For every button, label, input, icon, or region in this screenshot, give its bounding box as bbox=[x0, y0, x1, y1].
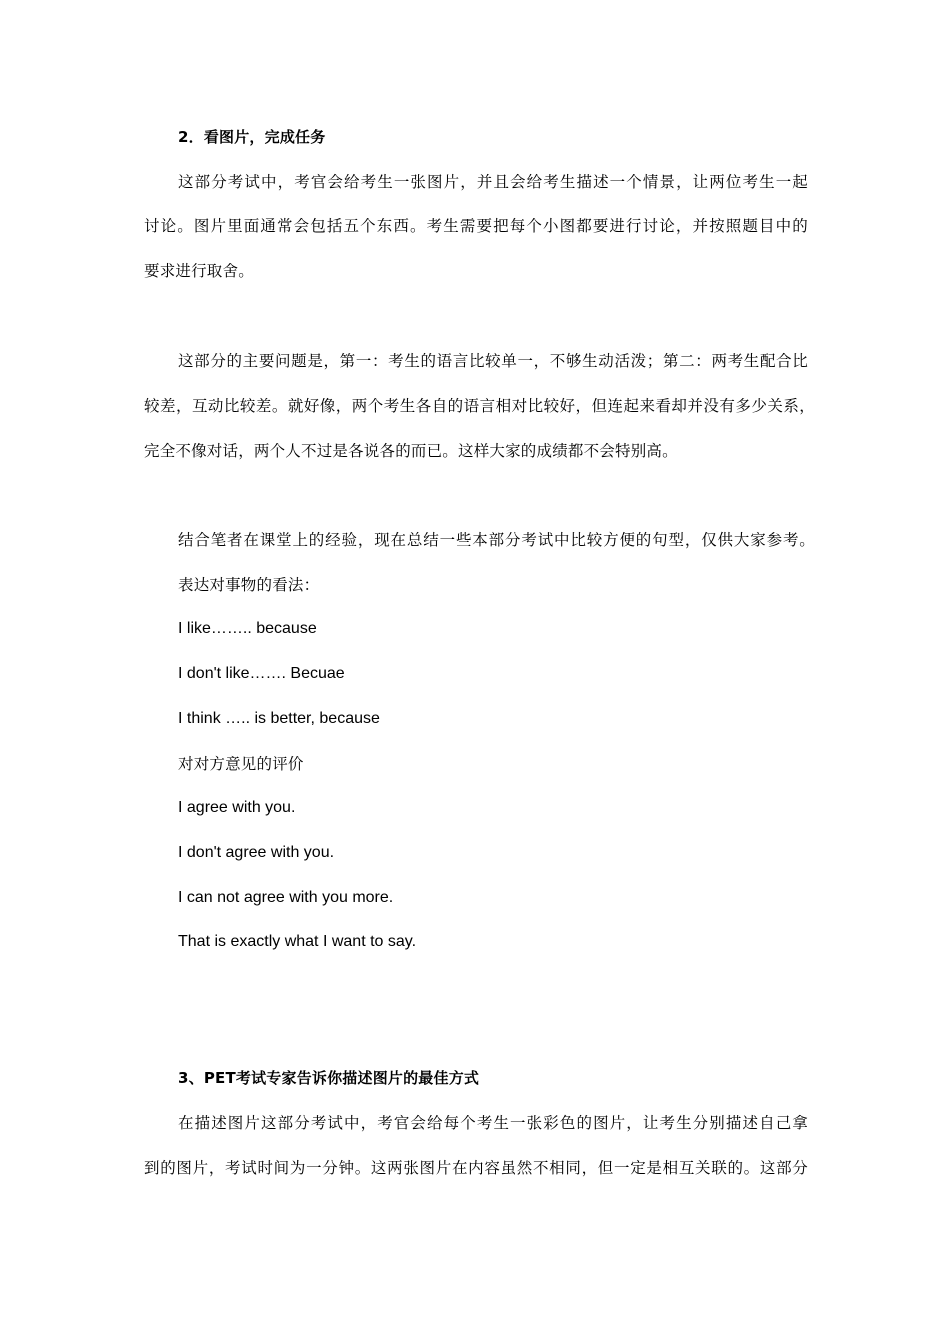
section-2-heading: 2．看图片，完成任务 bbox=[178, 128, 326, 146]
section-3-paragraph-1-line-2: 到的图片，考试时间为一分钟。这两张图片在内容虽然不相同，但一定是相互关联的。这部分 bbox=[144, 1159, 808, 1177]
evaluation-phrase-1: I agree with you. bbox=[178, 799, 296, 816]
section-2-paragraph-1-line-3: 要求进行取舍。 bbox=[144, 262, 254, 280]
section-2-paragraph-3: 结合笔者在课堂上的经验，现在总结一些本部分考试中比较方便的句型，仅供大家参考。 bbox=[178, 531, 815, 549]
evaluation-phrase-4: That is exactly what I want to say. bbox=[178, 933, 417, 950]
section-2-paragraph-2-line-3: 完全不像对话，两个人不过是各说各的而已。这样大家的成绩都不会特别高。 bbox=[144, 442, 678, 460]
section-3-paragraph-1-line-1: 在描述图片这部分考试中，考官会给每个考生一张彩色的图片，让考生分别描述自己拿 bbox=[178, 1114, 808, 1132]
evaluation-phrase-2: I don't agree with you. bbox=[178, 844, 335, 861]
section-2-paragraph-2-line-1: 这部分的主要问题是，第一：考生的语言比较单一，不够生动活泼；第二：两考生配合比 bbox=[178, 352, 808, 370]
opinion-phrase-2: I don't like……. Becuae bbox=[178, 665, 345, 682]
evaluation-label: 对对方意见的评价 bbox=[178, 755, 304, 773]
opinion-phrase-3: I think ….. is better, because bbox=[178, 710, 380, 727]
opinion-label: 表达对事物的看法： bbox=[178, 576, 320, 594]
section-2-paragraph-1-line-2: 讨论。图片里面通常会包括五个东西。考生需要把每个小图都要进行讨论，并按照题目中的 bbox=[144, 217, 808, 235]
evaluation-phrase-3: I can not agree with you more. bbox=[178, 889, 394, 906]
opinion-phrase-1: I like…….. because bbox=[178, 620, 317, 637]
section-3-heading: 3、PET考试专家告诉你描述图片的最佳方式 bbox=[178, 1069, 480, 1087]
section-2-paragraph-2-line-2: 较差，互动比较差。就好像，两个考生各自的语言相对比较好，但连起来看却并没有多少关系， bbox=[144, 397, 815, 415]
section-2-paragraph-1-line-1: 这部分考试中，考官会给考生一张图片，并且会给考生描述一个情景，让两位考生一起 bbox=[178, 173, 808, 191]
